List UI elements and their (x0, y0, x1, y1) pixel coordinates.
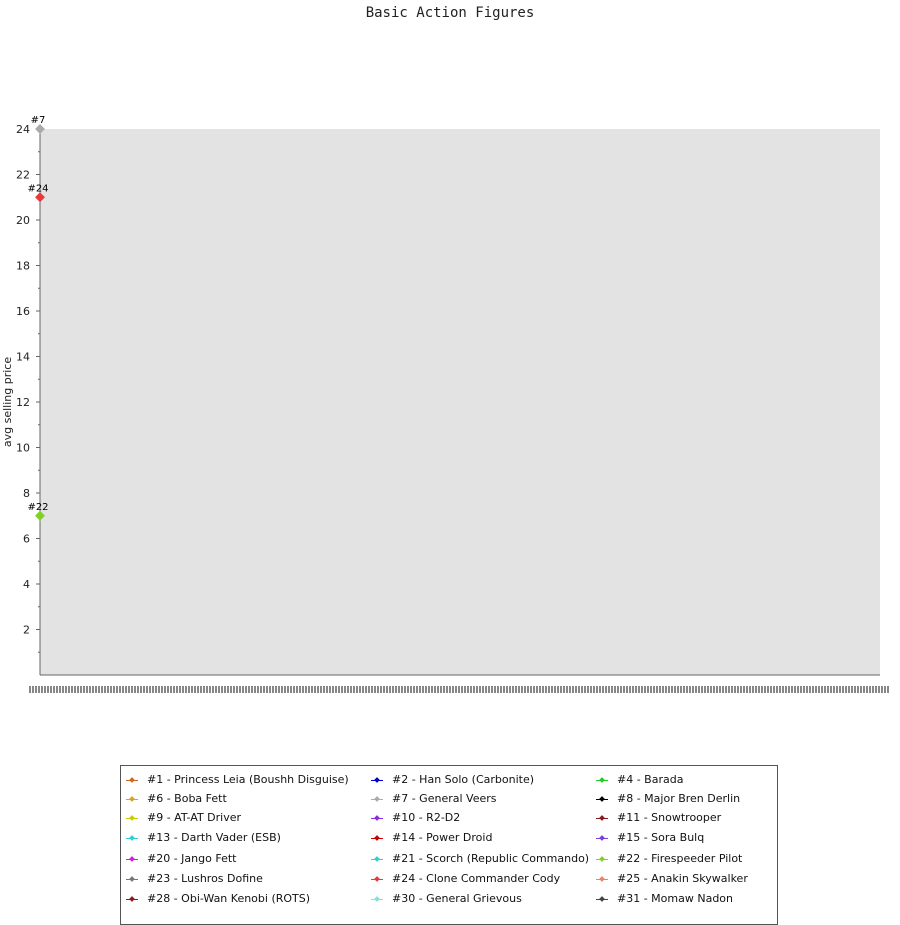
y-tick-label: 6 (23, 532, 30, 546)
y-tick-label: 22 (16, 168, 30, 182)
data-point-label: #22 (27, 501, 49, 513)
legend-label: #4 - Barada (617, 773, 684, 786)
y-tick-label: 2 (23, 623, 30, 637)
legend-label: #22 - Firespeeder Pilot (617, 852, 743, 865)
legend-marker (596, 838, 608, 839)
legend-label: #15 - Sora Bulq (617, 831, 705, 844)
legend-marker (371, 799, 383, 800)
y-tick-label: 24 (16, 123, 30, 136)
legend-marker (596, 818, 608, 819)
legend-label: #7 - General Veers (392, 792, 497, 805)
legend-marker (596, 780, 608, 781)
legend-label: #20 - Jango Fett (147, 852, 237, 865)
y-axis (16, 123, 40, 675)
y-tick-label: 20 (16, 214, 30, 227)
y-tick-label: 18 (16, 259, 30, 273)
legend-marker (371, 838, 383, 839)
legend-marker (126, 838, 138, 839)
legend-marker (126, 818, 138, 819)
legend-marker (371, 859, 383, 860)
y-tick-label: 12 (16, 396, 30, 409)
legend-label: #2 - Han Solo (Carbonite) (392, 773, 535, 786)
legend-marker (596, 799, 608, 800)
y-tick-label: 16 (16, 305, 30, 318)
data-point-label: #24 (27, 183, 49, 195)
x-axis (30, 675, 888, 693)
y-tick-label: 8 (23, 487, 30, 500)
legend-marker (596, 859, 608, 860)
legend-label: #11 - Snowtrooper (617, 811, 722, 824)
legend-marker (371, 780, 383, 781)
legend-marker (371, 818, 383, 819)
data-point-label: #7 (30, 115, 46, 126)
legend-marker (126, 799, 138, 800)
legend-label: #1 - Princess Leia (Boushh Disguise) (147, 773, 349, 786)
legend-label: #31 - Momaw Nadon (617, 892, 733, 905)
legend-marker (371, 879, 383, 880)
legend-label: #9 - AT-AT Driver (147, 811, 242, 824)
legend-label: #13 - Darth Vader (ESB) (147, 831, 281, 844)
legend-marker (126, 879, 138, 880)
legend-label: #28 - Obi-Wan Kenobi (ROTS) (147, 892, 311, 905)
legend-marker (596, 879, 608, 880)
y-tick-label: 4 (23, 578, 30, 591)
legend-label: #8 - Major Bren Derlin (617, 792, 741, 805)
legend-label: #23 - Lushros Dofine (147, 872, 263, 885)
chart-title: Basic Action Figures (365, 5, 535, 21)
legend-label: #25 - Anakin Skywalker (617, 872, 748, 885)
legend-marker (126, 780, 138, 781)
legend-marker (126, 859, 138, 860)
legend (120, 765, 778, 925)
legend-label: #10 - R2-D2 (392, 811, 461, 824)
legend-label: #30 - General Grievous (392, 892, 522, 905)
legend-label: #14 - Power Droid (392, 831, 493, 844)
legend-label: #21 - Scorch (Republic Commando) (392, 852, 590, 865)
legend-label: #6 - Boba Fett (147, 792, 227, 805)
y-axis-label: avg selling price (1, 356, 14, 448)
legend-label: #24 - Clone Commander Cody (392, 872, 561, 885)
y-tick-label: 14 (16, 350, 30, 364)
plot-background (40, 129, 880, 675)
y-tick-label: 10 (16, 441, 30, 455)
